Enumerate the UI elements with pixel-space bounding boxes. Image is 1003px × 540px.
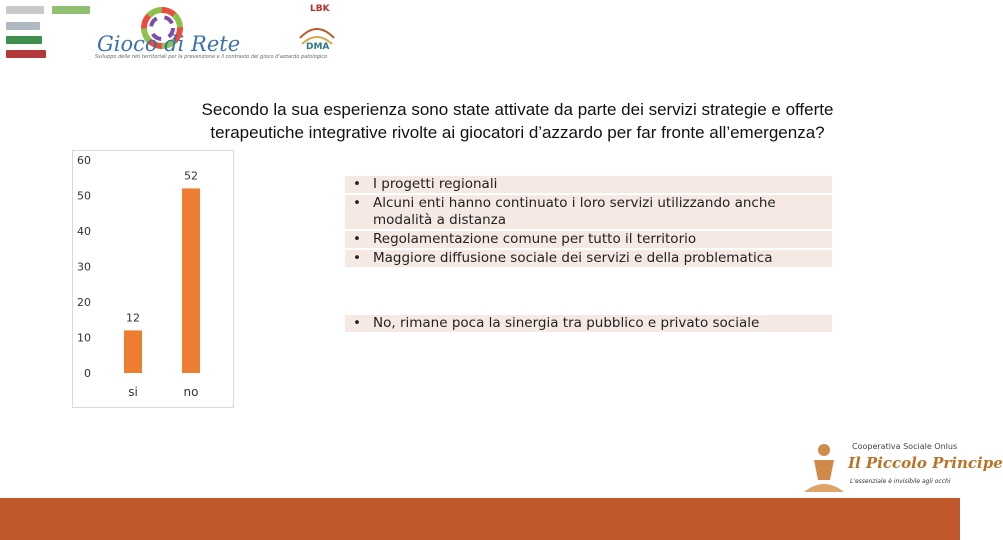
- y-tick-label: 10: [77, 331, 91, 345]
- answer-item: [345, 195, 832, 229]
- coop-logo: [800, 440, 1003, 498]
- bar-chart: [72, 150, 234, 408]
- x-tick-label: no: [183, 385, 199, 399]
- answer-text: Maggiore diffusione sociale dei servizi e della problematica: [373, 250, 773, 266]
- answer-item: [345, 176, 832, 193]
- y-tick-label: 20: [77, 296, 91, 309]
- data-label: 52: [184, 169, 198, 183]
- brand-title: Gioco di Rete: [97, 32, 241, 56]
- bullet-icon: •: [353, 250, 361, 266]
- partner-logo-3: [6, 22, 40, 30]
- answer-item: [345, 250, 832, 267]
- x-tick-label: si: [128, 385, 138, 399]
- partner-logo-dma: [292, 2, 342, 62]
- answer-text: Alcuni enti hanno continuato i loro servizi utilizzando anche modalità a distanza: [373, 195, 776, 228]
- partner-logo-2: [52, 6, 90, 14]
- little-prince-icon: [800, 440, 848, 496]
- answer-text: No, rimane poca la sinergia tra pubblico e privato sociale: [373, 315, 760, 331]
- answer-text: Regolamentazione comune per tutto il territorio: [373, 231, 697, 247]
- coop-title: Cooperativa Sociale Onlus: [852, 442, 958, 451]
- bar: [182, 188, 200, 373]
- coop-name: Il Piccolo Principe: [848, 454, 1003, 472]
- coop-motto: L'essenziale è invisibile agli occhi: [850, 478, 951, 485]
- partner-emblem-icon: [292, 16, 342, 66]
- bullet-icon: •: [353, 315, 361, 331]
- slide-title: Secondo la sua esperienza sono state attivate da parte dei servizi strategie e offerte terapeutiche integrative rivolte ai giocatori d’azzardo per far fronte all’emergenza?: [201, 100, 834, 142]
- y-tick-label: 30: [77, 260, 91, 274]
- y-tick-label: 60: [77, 154, 91, 167]
- bullet-icon: •: [353, 195, 361, 211]
- y-tick-label: 50: [77, 189, 91, 203]
- partner-logo-badge: LBK: [310, 4, 330, 14]
- partner-logo-1: [6, 6, 44, 14]
- partner-logos: [4, 2, 94, 62]
- y-tick-label: 40: [77, 225, 91, 238]
- answer-item: [345, 231, 832, 248]
- brand-subtitle: Sviluppo delle reti territoriali per la prevenzione e il contrasto del gioco d'azzardo patologico: [95, 54, 328, 60]
- answer-item: [345, 315, 832, 332]
- footer-bar: [0, 498, 960, 540]
- answer-text: I progetti regionali: [373, 176, 498, 192]
- partner-logo-5: [6, 50, 46, 58]
- partner-logo-text: DMA: [306, 42, 330, 52]
- y-tick-label: 0: [84, 367, 91, 380]
- data-label: 12: [126, 311, 140, 325]
- bullet-icon: •: [353, 176, 361, 192]
- answers-list: [345, 176, 832, 334]
- partner-logo-4: [6, 36, 42, 44]
- bar: [124, 330, 142, 373]
- bullet-icon: •: [353, 231, 361, 247]
- chart-svg: [73, 151, 233, 407]
